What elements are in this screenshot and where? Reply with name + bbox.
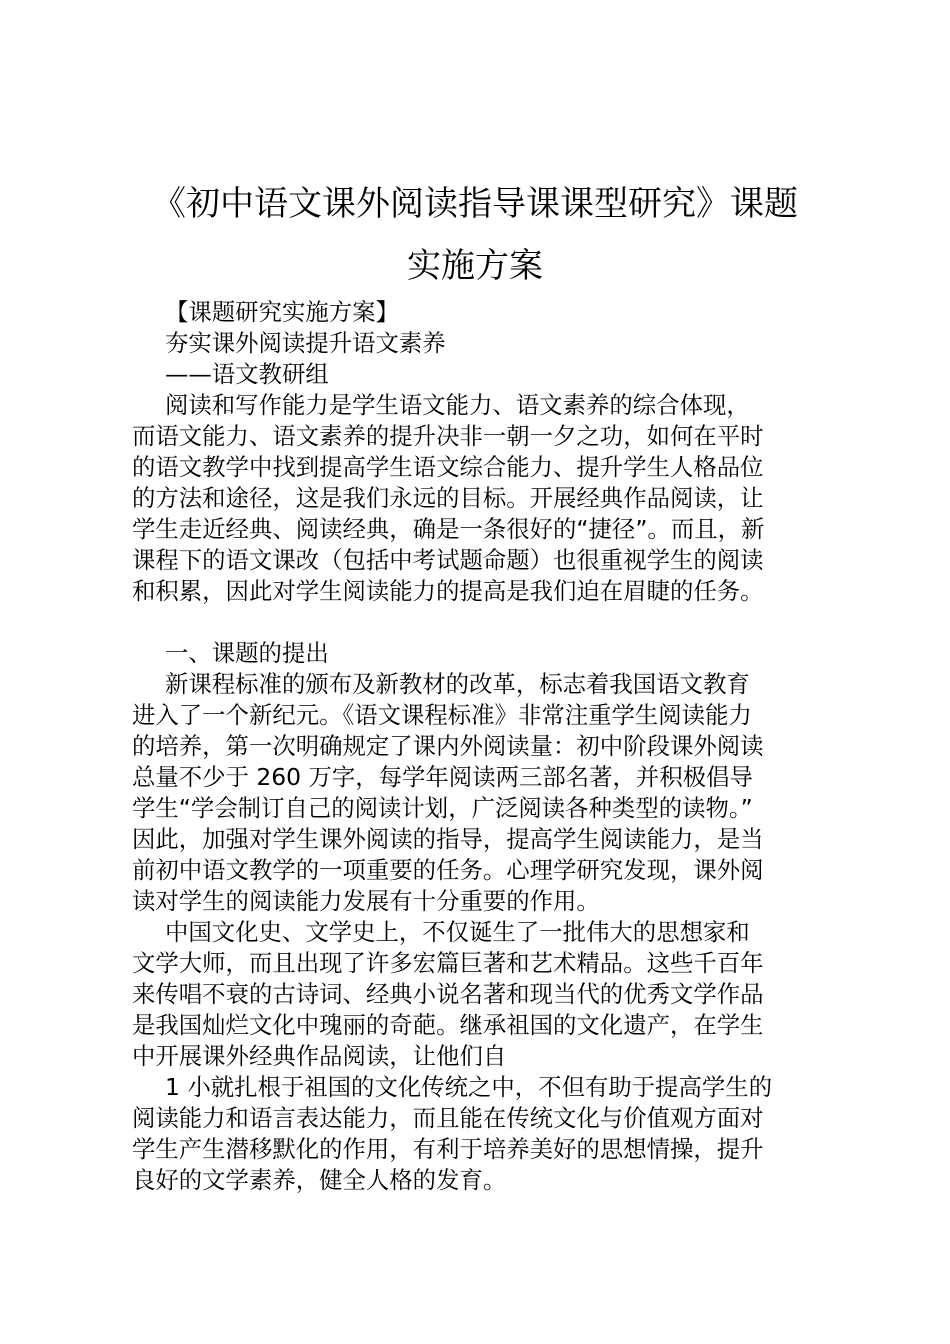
text-line: 前初中语文教学的一项重要的任务。心理学研究发现，课外阅 [132,856,764,884]
text-line: 学生产生潜移默化的作用，有利于培养美好的思想情操，提升 [132,1135,764,1163]
text-line: 的语文教学中找到提高学生语文综合能力、提升学生人格品位 [132,453,764,481]
text-line: 进入了一个新纪元。《语文课程标准》非常注重学生阅读能力 [132,701,752,729]
text-line: 文学大师，而且出现了许多宏篇巨著和艺术精品。这些千百年 [132,949,764,977]
text-line: 课程下的语文课改（包括中考试题命题）也很重视学生的阅读 [132,546,764,574]
text-line: 总量不少于 260 万字，每学年阅读两三部名著，并积极倡导 [132,763,753,791]
text-line: 的方法和途径，这是我们永远的目标。开展经典作品阅读，让 [132,484,764,512]
text-line: 阅读和写作能力是学生语文能力、语文素养的综合体现， [165,391,750,419]
text-line: 学生走近经典、阅读经典，确是一条很好的“捷径”。而且，新 [132,515,765,543]
text-line: ——语文教研组 [165,360,329,388]
text-line: 因此，加强对学生课外阅读的指导，提高学生阅读能力，是当 [132,825,764,853]
text-line: 读对学生的阅读能力发展有十分重要的作用。 [132,887,600,915]
text-line: 学生“学会制订自己的阅读计划，广泛阅读各种类型的读物。” [132,794,753,822]
document-title-line-2: 实施方案 [407,246,543,286]
text-line: 新课程标准的颁布及新教材的改革，标志着我国语文教育 [165,670,750,698]
text-line: 和积累，因此对学生阅读能力的提高是我们迫在眉睫的任务。 [132,577,764,605]
text-line: 来传唱不衰的古诗词、经典小说名著和现当代的优秀文学作品 [132,980,764,1008]
text-line: 中国文化史、文学史上，不仅诞生了一批伟大的思想家和 [165,918,750,946]
text-line: 是我国灿烂文化中瑰丽的奇葩。继承祖国的文化遗产，在学生 [132,1011,764,1039]
text-line: 而语文能力、语文素养的提升决非一朝一夕之功，如何在平时 [132,422,764,450]
text-line: 夯实课外阅读提升语文素养 [165,329,446,357]
text-line: 中开展课外经典作品阅读，让他们自 [132,1042,507,1070]
text-line: 阅读能力和语言表达能力，而且能在传统文化与价值观方面对 [132,1104,764,1132]
text-line: 的培养，第一次明确规定了课内外阅读量：初中阶段课外阅读 [132,732,764,760]
section-heading: 一、课题的提出 [165,639,329,667]
text-line: 良好的文学素养，健全人格的发育。 [132,1166,507,1194]
text-line: 【课题研究实施方案】 [165,298,399,326]
document-title-line-1: 《初中语文课外阅读指导课课型研究》课题 [152,184,798,224]
text-line: 1 小就扎根于祖国的文化传统之中，不但有助于提高学生的 [165,1073,773,1101]
